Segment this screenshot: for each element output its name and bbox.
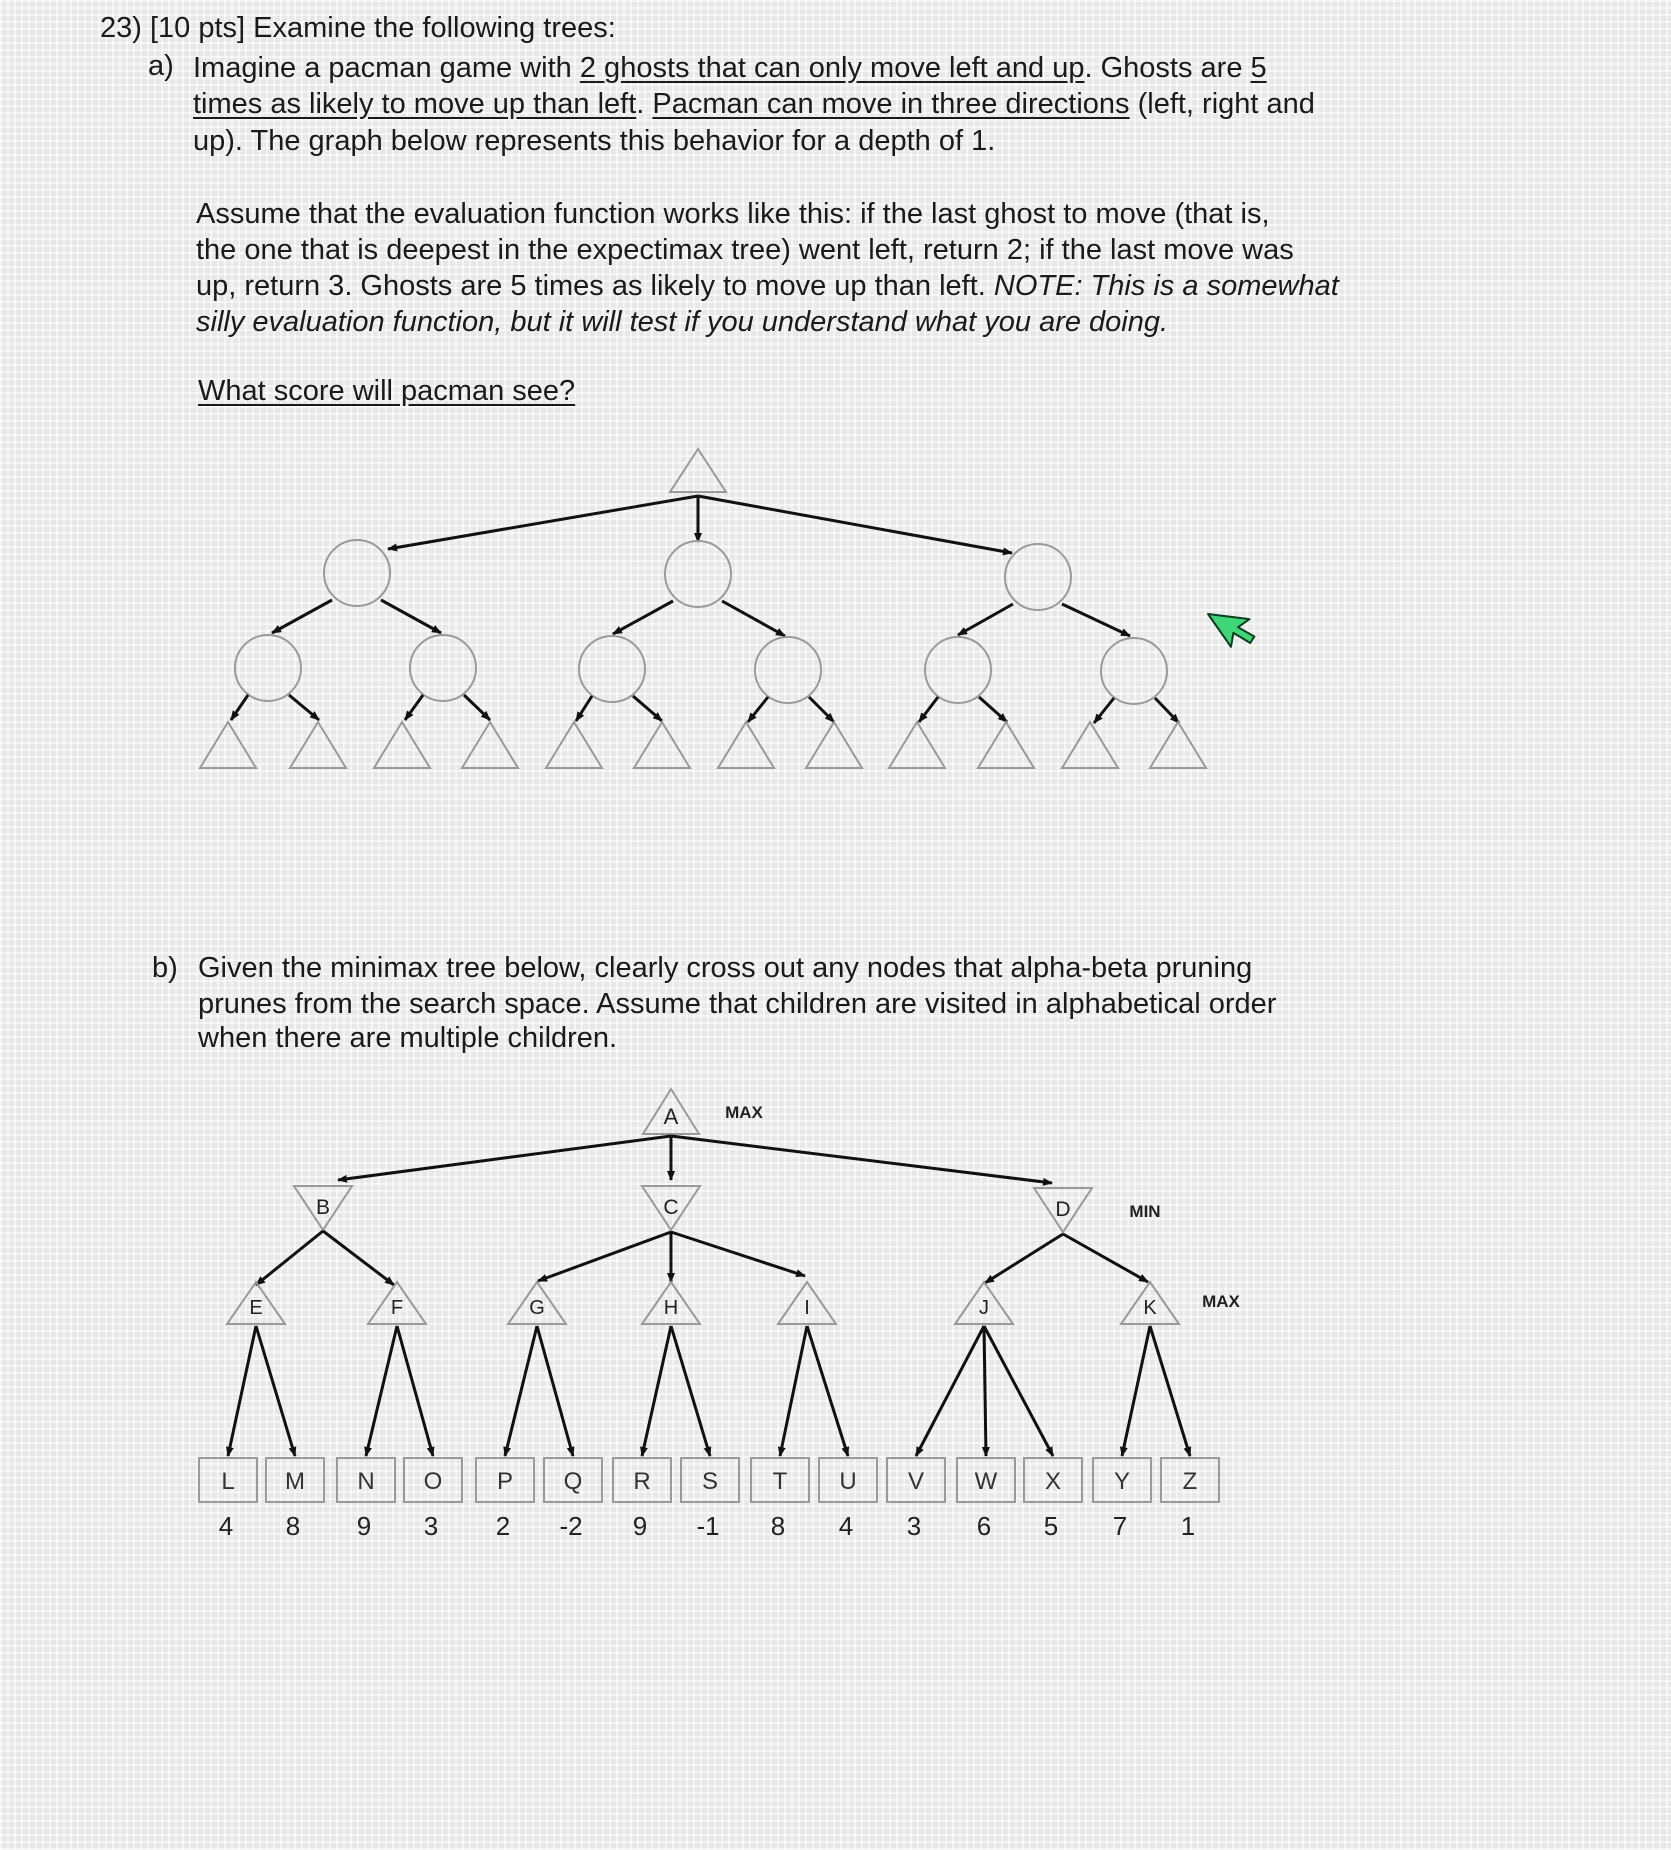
node-d-label: D [1055,1198,1071,1221]
leaf-label-q: Q [563,1468,583,1495]
leaf-value-t: 8 [770,1511,786,1541]
max-level-label-mid: MAX [1202,1292,1240,1311]
leaf-label-l: L [221,1468,235,1495]
leaf-value-u: 4 [838,1511,854,1541]
leaf-label-n: N [357,1468,375,1495]
node-h-label: H [663,1297,679,1319]
leaf-label-y: Y [1113,1468,1131,1495]
leaf-label-m: M [285,1468,305,1495]
leaf-value-m: 8 [285,1511,301,1541]
leaf-value-o: 3 [423,1511,439,1541]
part-a-eval-line-1: Assume that the evaluation function works like this: if the last ghost to move (that is, [196,198,1270,230]
leaf-label-s: S [701,1468,719,1495]
leaf-value-x: 5 [1043,1511,1059,1541]
leaf-value-v: 3 [906,1511,922,1541]
leaf-value-z: 1 [1180,1511,1196,1541]
node-c-label: C [663,1196,679,1219]
max-level-label-top: MAX [725,1103,763,1122]
part-b-line-3: when there are multiple children. [198,1022,618,1054]
part-a-marker: a) [148,50,174,82]
node-i-label: I [804,1297,810,1319]
part-a-eval-line-2: the one that is deepest in the expectimax tree) went left, return 2; if the last move was [196,234,1294,266]
part-b-line-1: Given the minimax tree below, clearly cross out any nodes that alpha-beta pruning [198,952,1253,984]
node-g-label: G [529,1297,545,1319]
node-b-label: B [315,1196,331,1219]
node-k-label: K [1143,1297,1157,1319]
leaf-value-p: 2 [495,1511,511,1541]
leaf-value-w: 6 [976,1511,992,1541]
leaf-value-s: -1 [696,1511,720,1541]
leaf-value-l: 4 [218,1511,234,1541]
leaf-label-p: P [496,1468,514,1495]
part-a-eval-line-3: up, return 3. Ghosts are 5 times as likely to move up than left. NOTE: This is a somewhat [196,270,1339,302]
leaf-value-y: 7 [1112,1511,1128,1541]
part-b-line-2: prunes from the search space. Assume that children are visited in alphabetical order [198,988,1277,1020]
leaf-label-o: O [423,1468,443,1495]
leaf-value-q: -2 [559,1511,583,1541]
part-a-eval-line-4: silly evaluation function, but it will test if you understand what you are doing. [196,306,1169,338]
question-header: 23) [10 pts] Examine the following trees: [100,12,616,44]
part-a-question: What score will pacman see? [198,375,576,407]
leaf-value-n: 9 [356,1511,372,1541]
leaf-label-t: T [772,1468,788,1495]
leaf-label-w: W [974,1468,998,1495]
leaf-label-r: R [633,1468,651,1495]
leaf-label-x: X [1044,1468,1062,1495]
leaf-label-z: Z [1182,1468,1198,1495]
leaf-value-r: 9 [632,1511,648,1541]
min-level-label: MIN [1129,1202,1161,1221]
node-f-label: F [390,1297,404,1319]
leaf-label-v: V [907,1468,925,1495]
node-a-label: A [663,1104,679,1129]
part-a-line-3: up). The graph below represents this behavior for a depth of 1. [193,125,996,157]
node-e-label: E [249,1297,263,1319]
leaf-label-u: U [839,1468,857,1495]
part-a-line-2: times as likely to move up than left. Pacman can move in three directions (left, right and [193,88,1315,120]
node-j-label: J [979,1297,989,1319]
part-a-line-1: Imagine a pacman game with 2 ghosts that can only move left and up. Ghosts are 5 [193,52,1267,84]
part-b-marker: b) [152,952,178,984]
